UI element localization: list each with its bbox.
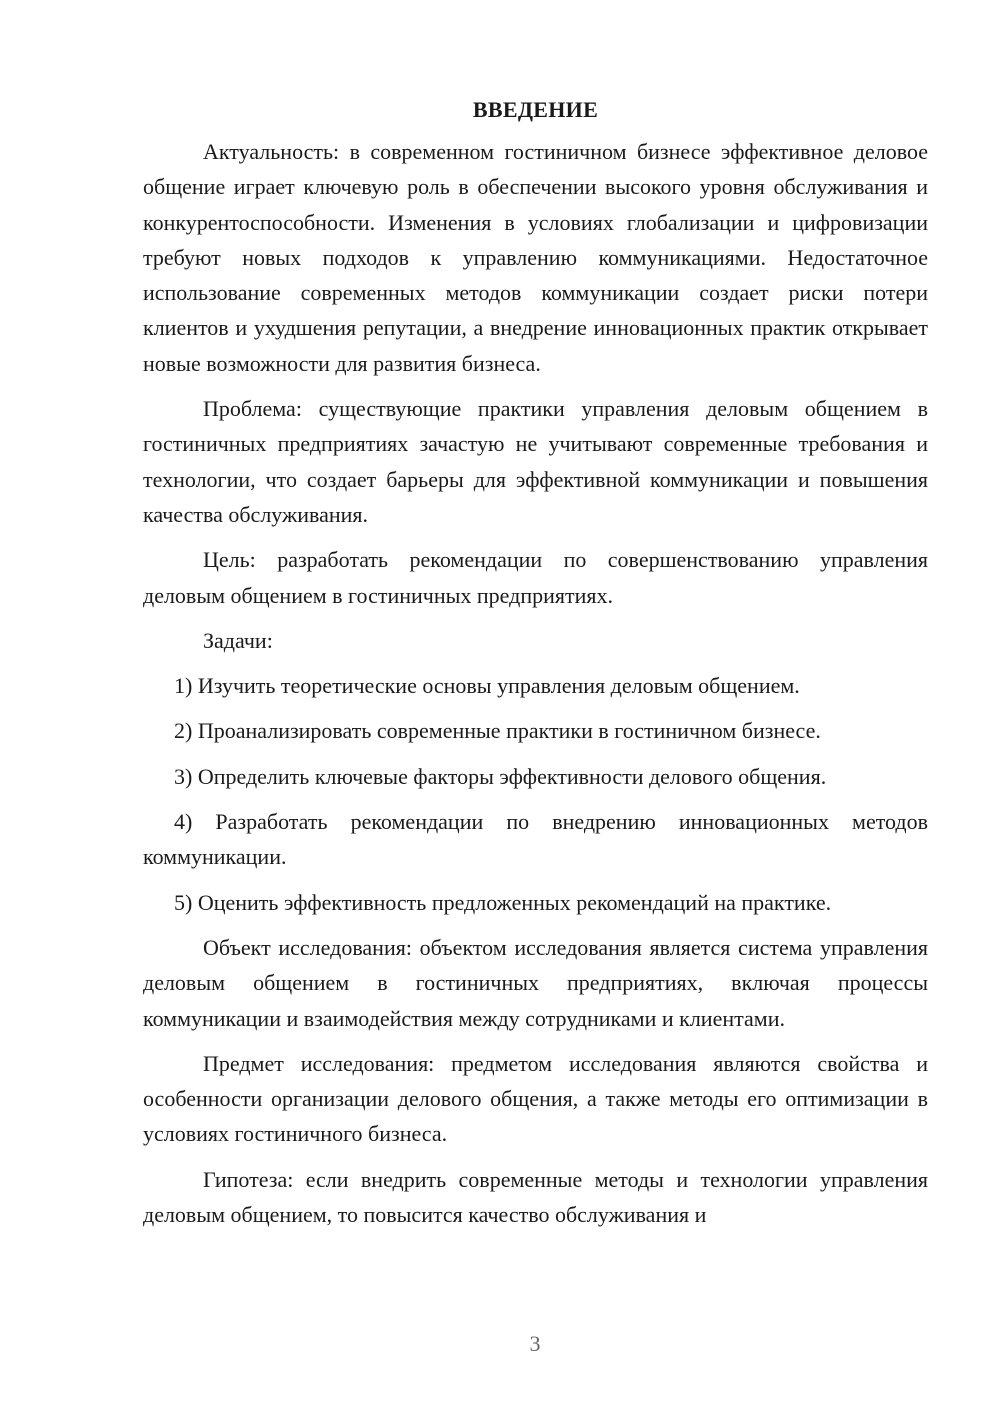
page-title: ВВЕДЕНИЕ <box>472 97 599 122</box>
tasks-list <box>143 668 928 920</box>
list-item: 5) Оценить эффективность предложенных рекомендаций на практике. <box>174 889 832 915</box>
paragraph-hypothesis: Гипотеза: если внедрить современные методы и технологии управления деловым общением, то повысится качество обслуживания и <box>143 1166 928 1228</box>
paragraph-problem: Проблема: существующие практики управления деловым общением в гостиничных предприятиях зачастую не учитывают современные требования и технологии, что создает барьеры для эффективной коммуникации и повышения качества обслуживания. <box>143 396 928 527</box>
list-item: 4) Разработать рекомендации по внедрению инновационных методов коммуникации. <box>143 809 928 870</box>
document-page <box>143 95 928 1242</box>
paragraph-goal: Цель: разработать рекомендации по совершенствованию управления деловым общением в гостиничных предприятиях. <box>143 547 928 608</box>
paragraph-subject: Предмет исследования: предметом исследования являются свойства и особенности организации делового общения, а также методы его оптимизации в условиях гостиничного бизнеса. <box>143 1050 928 1147</box>
paragraph-relevance: Актуальность: в современном гостиничном бизнесе эффективное деловое общение играет ключевую роль в обеспечении высокого уровня обслуживания и конкурентоспособности. Изменения в условиях глобализации и цифровизации требуют новых подходов к управлению коммуникациями. Недостаточное использование современных методов коммуникации создает риски потери клиентов и ухудшения репутации, а внедрение инновационных практик открывает новые возможности для развития бизнеса. <box>143 139 928 376</box>
page-number: 3 <box>529 1331 541 1356</box>
list-item: 1) Изучить теоретические основы управления деловым общением. <box>174 673 800 699</box>
paragraph-object: Объект исследования: объектом исследования является система управления деловым общением в гостиничных предприятиях, включая процессы коммуникации и взаимодействия между сотрудниками и клиентами. <box>143 934 928 1031</box>
tasks-heading: Задачи: <box>203 627 273 653</box>
list-item: 3) Определить ключевые факторы эффективности делового общения. <box>174 763 827 789</box>
list-item: 2) Проанализировать современные практики в гостиничном бизнесе. <box>174 718 821 744</box>
